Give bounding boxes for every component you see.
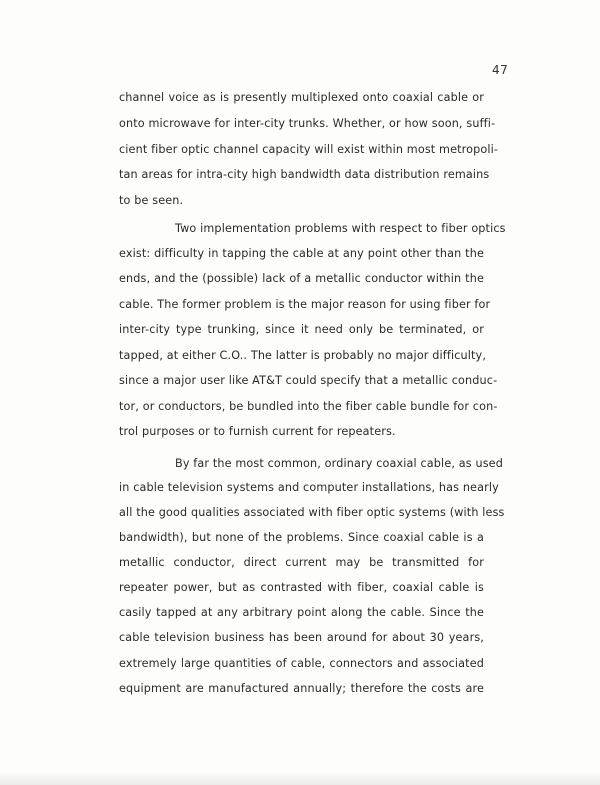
text-line: bandwidth), but none of the problems. Since coaxial cable is a: [119, 531, 484, 544]
page-number: 47: [492, 63, 509, 77]
text-line: tor, or conductors, be bundled into the fiber cable bundle for con-: [119, 400, 498, 413]
text-line: Two implementation problems with respect to fiber optics: [175, 222, 506, 235]
text-line: By far the most common, ordinary coaxial cable, as used: [175, 457, 503, 470]
text-line: equipment are manufactured annually; therefore the costs are: [119, 682, 484, 695]
text-line: since a major user like AT&T could specify that a metallic conduc-: [119, 374, 498, 387]
text-line: all the good qualities associated with fiber optic systems (with less: [119, 506, 505, 519]
text-line: cable. The former problem is the major reason for using fiber for: [119, 298, 491, 311]
text-line: inter-city type trunking, since it need only be terminated, or: [119, 323, 484, 336]
text-line: extremely large quantities of cable, connectors and associated: [119, 657, 484, 670]
text-line: trol purposes or to furnish current for repeaters.: [119, 425, 396, 438]
text-line: tan areas for intra-city high bandwidth data distribution remains: [119, 168, 490, 181]
text-line: cient fiber optic channel capacity will exist within most metropoli-: [119, 143, 499, 156]
text-line: cable television business has been around for about 30 years,: [119, 631, 484, 644]
text-line: repeater power, but as contrasted with fiber, coaxial cable is: [119, 581, 484, 594]
text-line: in cable television systems and computer installations, has nearly: [119, 481, 499, 494]
text-line: tapped, at either C.O.. The latter is probably no major difficulty,: [119, 349, 487, 362]
text-line: to be seen.: [119, 194, 184, 207]
scan-shadow: [0, 771, 600, 785]
text-line: ends, and the (possible) lack of a metallic conductor within the: [119, 272, 484, 285]
text-line: channel voice as is presently multiplexed onto coaxial cable or: [119, 91, 484, 104]
text-line: exist: difficulty in tapping the cable at any point other than the: [119, 247, 484, 260]
text-line: metallic conductor, direct current may be transmitted for: [119, 556, 484, 569]
text-line: onto microwave for inter-city trunks. Whether, or how soon, suffi-: [119, 117, 496, 130]
text-line: casily tapped at any arbitrary point along the cable. Since the: [119, 606, 484, 619]
